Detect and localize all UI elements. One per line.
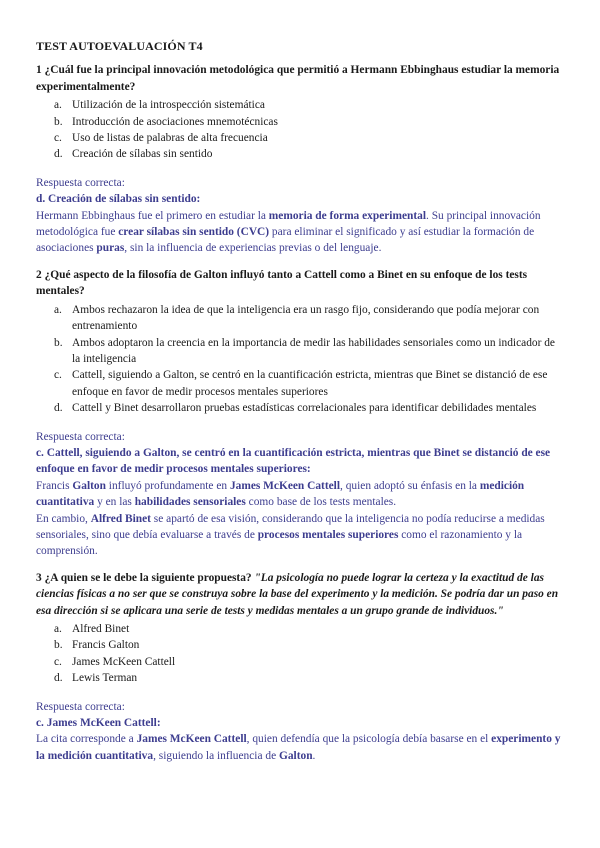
explanation-text: En cambio,	[36, 512, 91, 525]
explanation-text: . Su principal innovación metodológica fue	[36, 209, 541, 239]
option-item	[54, 146, 566, 162]
emphasis-text: Galton	[72, 479, 106, 492]
option-letter: c.	[54, 655, 62, 668]
question-1-text	[36, 62, 566, 95]
question-2-text	[36, 267, 566, 300]
explanation-text: se apartó de esa visión, considerando que la inteligencia no podía reducirse a medidas sensoriales, sino que debía evaluarse a través de	[36, 512, 545, 541]
explanation-text: , sin la influencia de experiencias previas o del lenguaje.	[124, 242, 382, 255]
option-item	[54, 97, 566, 113]
explanation-text: para eliminar el significado y así estudiar la formación de asociaciones	[36, 226, 535, 255]
option-text: Lewis Terman	[72, 672, 138, 685]
emphasis-text: Galton	[278, 749, 313, 762]
answer-key: c. James McKeen Cattell:	[36, 717, 161, 730]
explanation-text: Hermann Ebbinghaus fue el primero en estudiar la	[36, 209, 269, 222]
option-item	[54, 335, 566, 368]
emphasis-text: habilidades sensoriales	[134, 496, 246, 509]
explanation-text: .	[312, 749, 316, 762]
question-number: 2	[36, 268, 42, 281]
emphasis-text: medición cuantitativa	[36, 479, 525, 509]
option-letter: c.	[54, 132, 62, 145]
option-item	[54, 302, 566, 335]
option-letter: d.	[54, 672, 63, 685]
option-item	[54, 114, 566, 130]
option-item	[54, 670, 566, 686]
option-letter: b.	[54, 336, 63, 349]
option-text: Ambos rechazaron la idea de que la inteligencia era un rasgo fijo, considerando que podía mejorar con entrenamiento	[72, 303, 540, 333]
question-prompt: ¿Cuál fue la principal innovación metodológica que permitió a Hermann Ebbinghaus estudiar la memoria experimentalmente?	[36, 64, 560, 93]
question-quote: "La psicología no puede lograr la certeza y la exactitud de las ciencias físicas a no ser que se construya sobre la base del experimento y la medición. Se podría dar un paso en esa dirección si se aplicara una serie de tests y medidas mentales a un grupo grande de individuos."	[36, 571, 559, 617]
option-text: Creación de sílabas sin sentido	[72, 148, 213, 161]
option-letter: a.	[54, 303, 62, 316]
emphasis-text: puras	[96, 242, 125, 255]
option-item	[54, 621, 566, 637]
question-3-text	[36, 570, 566, 619]
answer-label: Respuesta correcta:	[36, 430, 125, 443]
option-text: James McKeen Cattell	[72, 655, 176, 668]
option-text: Introducción de asociaciones mnemotécnicas	[72, 115, 278, 128]
question-number: 3	[36, 571, 42, 584]
option-item	[54, 654, 566, 670]
option-text: Cattell y Binet desarrollaron pruebas estadísticas correlacionales para identificar debilidades mentales	[72, 402, 537, 415]
option-text: Alfred Binet	[72, 623, 130, 635]
option-item	[54, 400, 566, 416]
answer-block-1	[36, 175, 566, 257]
option-item	[54, 637, 566, 653]
answer-block-2	[36, 429, 566, 560]
option-letter: d.	[54, 402, 63, 415]
option-letter: b.	[54, 115, 63, 128]
question-1	[36, 62, 566, 256]
explanation-paragraph	[36, 208, 566, 257]
option-letter: d.	[54, 148, 63, 161]
question-prompt: ¿Qué aspecto de la filosofía de Galton influyó tanto a Cattell como a Binet en su enfoque de los tests mentales?	[36, 268, 528, 298]
explanation-text: , siguiendo la influencia de	[153, 749, 279, 762]
emphasis-text: procesos mentales superiores	[257, 528, 399, 541]
answer-block-3	[36, 699, 566, 765]
emphasis-text: crear sílabas sin sentido (CVC)	[118, 226, 270, 239]
answer-key: c. Cattell, siguiendo a Galton, se centró en la cuantificación estricta, mientras que Binet se distanció de ese enfoque en favor de medir procesos mentales superiores:	[36, 446, 551, 476]
emphasis-text: James McKeen Cattell	[136, 733, 247, 746]
explanation-text: como base de los tests mentales.	[245, 496, 397, 509]
emphasis-text: memoria de forma experimental	[268, 209, 426, 222]
option-text: Utilización de la introspección sistemática	[72, 99, 265, 112]
question-number: 1	[36, 64, 42, 77]
emphasis-text: experimento y la medición cuantitativa	[36, 733, 561, 762]
explanation-text: y en las	[94, 496, 135, 509]
explanation-paragraph	[36, 478, 566, 511]
question-prompt: ¿A quien se le debe la siguiente propuesta?	[44, 571, 255, 584]
question-3	[36, 570, 566, 764]
explanation-text: Francis	[36, 479, 73, 492]
question-1-options	[36, 97, 566, 163]
question-3-options	[36, 621, 566, 687]
explanation-text: , quien defendía que la psicología debía basarse en el	[246, 733, 492, 746]
option-item	[54, 367, 566, 400]
option-text: Ambos adoptaron la creencia en la importancia de medir las habilidades sensoriales como un indicador de la inteligencia	[72, 336, 555, 365]
emphasis-text: Alfred Binet	[90, 512, 151, 525]
answer-label: Respuesta correcta:	[36, 176, 125, 189]
option-letter: b.	[54, 639, 63, 652]
option-text: Cattell, siguiendo a Galton, se centró en la cuantificación estricta, mientras que Binet se distanció de ese enfoque en favor de medir procesos mentales superiores	[72, 369, 548, 398]
explanation-paragraph	[36, 731, 566, 764]
document-title: TEST AUTOEVALUACIÓN T4	[36, 39, 203, 53]
question-2-options	[36, 302, 566, 417]
question-2	[36, 267, 566, 560]
answer-key: d. Creación de sílabas sin sentido:	[36, 193, 201, 206]
explanation-text: , quien adoptó su énfasis en la	[340, 479, 480, 492]
option-letter: c.	[54, 369, 62, 382]
explanation-text: La cita corresponde a	[36, 733, 137, 746]
explanation-text: como el razonamiento y la comprensión.	[36, 528, 523, 558]
option-letter: a.	[54, 99, 62, 112]
explanation-text: influyó profundamente en	[105, 479, 230, 492]
explanation-paragraph	[36, 511, 566, 560]
option-text: Francis Galton	[72, 639, 140, 652]
option-item	[54, 130, 566, 146]
option-letter: a.	[54, 623, 62, 635]
option-text: Uso de listas de palabras de alta frecuencia	[72, 132, 268, 145]
answer-label: Respuesta correcta:	[36, 700, 125, 713]
emphasis-text: James McKeen Cattell	[229, 479, 341, 492]
